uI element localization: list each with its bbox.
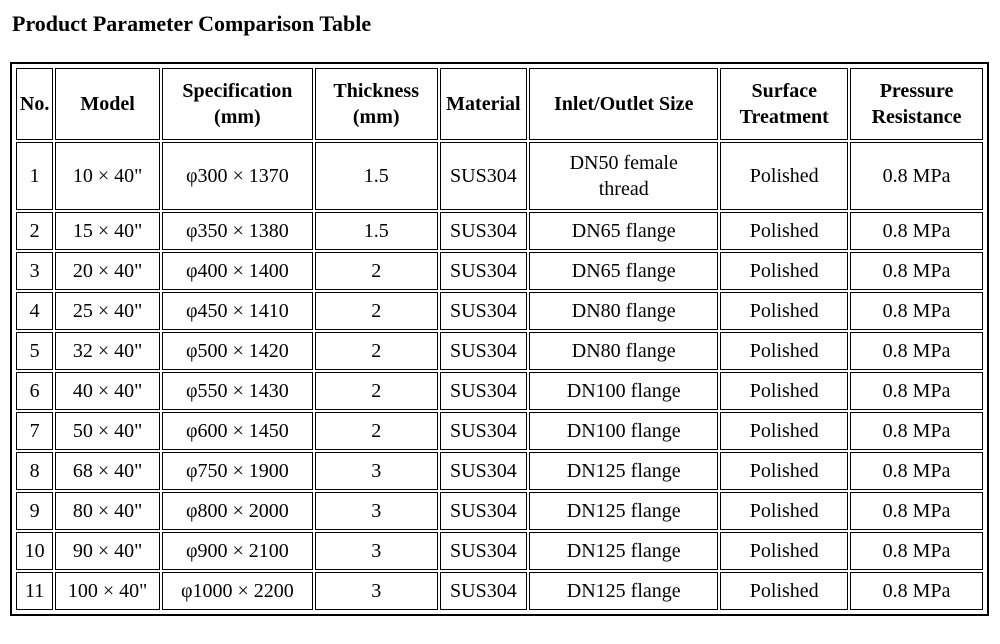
table-row	[16, 252, 983, 290]
header-material: Material	[440, 68, 528, 140]
header-surface-treatment: Surface Treatment	[720, 68, 848, 140]
cell-no: 8	[16, 452, 53, 490]
header-model: Model	[55, 68, 160, 140]
cell-specification: φ900 × 2100	[162, 532, 313, 570]
cell-model: 40 × 40"	[55, 372, 160, 410]
cell-material: SUS304	[440, 532, 528, 570]
cell-surface-treatment: Polished	[720, 572, 848, 610]
cell-pressure-resistance: 0.8 MPa	[850, 572, 983, 610]
parameter-table	[14, 66, 985, 612]
cell-specification: φ600 × 1450	[162, 412, 313, 450]
cell-model: 10 × 40"	[55, 142, 160, 210]
cell-surface-treatment: Polished	[720, 372, 848, 410]
cell-inlet-outlet-size: DN65 flange	[529, 252, 718, 290]
cell-surface-treatment: Polished	[720, 532, 848, 570]
cell-inlet-outlet-size: DN125 flange	[529, 532, 718, 570]
cell-no: 7	[16, 412, 53, 450]
cell-model: 25 × 40"	[55, 292, 160, 330]
cell-material: SUS304	[440, 252, 528, 290]
cell-no: 4	[16, 292, 53, 330]
cell-thickness: 1.5	[315, 212, 438, 250]
cell-pressure-resistance: 0.8 MPa	[850, 372, 983, 410]
cell-surface-treatment: Polished	[720, 252, 848, 290]
cell-pressure-resistance: 0.8 MPa	[850, 252, 983, 290]
cell-pressure-resistance: 0.8 MPa	[850, 452, 983, 490]
cell-specification: φ800 × 2000	[162, 492, 313, 530]
cell-surface-treatment: Polished	[720, 452, 848, 490]
cell-surface-treatment: Polished	[720, 212, 848, 250]
cell-material: SUS304	[440, 372, 528, 410]
cell-material: SUS304	[440, 212, 528, 250]
cell-inlet-outlet-size: DN125 flange	[529, 572, 718, 610]
cell-specification: φ350 × 1380	[162, 212, 313, 250]
parameter-table-frame	[10, 62, 989, 616]
cell-model: 90 × 40"	[55, 532, 160, 570]
cell-pressure-resistance: 0.8 MPa	[850, 212, 983, 250]
cell-specification: φ1000 × 2200	[162, 572, 313, 610]
cell-pressure-resistance: 0.8 MPa	[850, 292, 983, 330]
table-row	[16, 142, 983, 210]
cell-thickness: 2	[315, 292, 438, 330]
cell-material: SUS304	[440, 332, 528, 370]
cell-model: 20 × 40"	[55, 252, 160, 290]
cell-pressure-resistance: 0.8 MPa	[850, 142, 983, 210]
cell-thickness: 1.5	[315, 142, 438, 210]
page-title: Product Parameter Comparison Table	[12, 11, 372, 36]
cell-model: 32 × 40"	[55, 332, 160, 370]
cell-inlet-outlet-size: DN100 flange	[529, 412, 718, 450]
cell-specification: φ400 × 1400	[162, 252, 313, 290]
table-row	[16, 412, 983, 450]
cell-specification: φ550 × 1430	[162, 372, 313, 410]
cell-thickness: 2	[315, 372, 438, 410]
table-row	[16, 452, 983, 490]
cell-thickness: 2	[315, 412, 438, 450]
cell-model: 68 × 40"	[55, 452, 160, 490]
cell-material: SUS304	[440, 412, 528, 450]
cell-pressure-resistance: 0.8 MPa	[850, 412, 983, 450]
table-row	[16, 292, 983, 330]
cell-inlet-outlet-size: DN50 female thread	[529, 142, 718, 210]
cell-material: SUS304	[440, 292, 528, 330]
cell-surface-treatment: Polished	[720, 492, 848, 530]
cell-surface-treatment: Polished	[720, 412, 848, 450]
cell-no: 5	[16, 332, 53, 370]
cell-material: SUS304	[440, 572, 528, 610]
table-header-row	[16, 68, 983, 140]
cell-no: 6	[16, 372, 53, 410]
cell-thickness: 3	[315, 492, 438, 530]
cell-thickness: 3	[315, 452, 438, 490]
header-no: No.	[16, 68, 53, 140]
table-row	[16, 372, 983, 410]
cell-no: 10	[16, 532, 53, 570]
header-inlet-outlet-size: Inlet/Outlet Size	[529, 68, 718, 140]
cell-inlet-outlet-size: DN125 flange	[529, 452, 718, 490]
cell-surface-treatment: Polished	[720, 142, 848, 210]
cell-inlet-outlet-size: DN100 flange	[529, 372, 718, 410]
cell-inlet-outlet-size: DN65 flange	[529, 212, 718, 250]
table-row	[16, 332, 983, 370]
cell-model: 50 × 40"	[55, 412, 160, 450]
cell-material: SUS304	[440, 142, 528, 210]
cell-specification: φ450 × 1410	[162, 292, 313, 330]
cell-thickness: 3	[315, 532, 438, 570]
cell-specification: φ750 × 1900	[162, 452, 313, 490]
cell-thickness: 2	[315, 252, 438, 290]
cell-no: 11	[16, 572, 53, 610]
cell-inlet-outlet-size: DN125 flange	[529, 492, 718, 530]
cell-no: 1	[16, 142, 53, 210]
cell-pressure-resistance: 0.8 MPa	[850, 532, 983, 570]
cell-thickness: 3	[315, 572, 438, 610]
table-row	[16, 212, 983, 250]
table-row	[16, 532, 983, 570]
cell-specification: φ300 × 1370	[162, 142, 313, 210]
cell-material: SUS304	[440, 492, 528, 530]
header-pressure-resistance: Pressure Resistance	[850, 68, 983, 140]
table-row	[16, 492, 983, 530]
header-thickness: Thickness (mm)	[315, 68, 438, 140]
cell-pressure-resistance: 0.8 MPa	[850, 492, 983, 530]
cell-no: 9	[16, 492, 53, 530]
cell-inlet-outlet-size: DN80 flange	[529, 292, 718, 330]
cell-model: 100 × 40"	[55, 572, 160, 610]
cell-surface-treatment: Polished	[720, 332, 848, 370]
cell-model: 80 × 40"	[55, 492, 160, 530]
cell-surface-treatment: Polished	[720, 292, 848, 330]
table-row	[16, 572, 983, 610]
cell-model: 15 × 40"	[55, 212, 160, 250]
header-specification: Specification (mm)	[162, 68, 313, 140]
cell-specification: φ500 × 1420	[162, 332, 313, 370]
cell-no: 2	[16, 212, 53, 250]
cell-material: SUS304	[440, 452, 528, 490]
cell-thickness: 2	[315, 332, 438, 370]
cell-no: 3	[16, 252, 53, 290]
cell-inlet-outlet-size: DN80 flange	[529, 332, 718, 370]
cell-pressure-resistance: 0.8 MPa	[850, 332, 983, 370]
